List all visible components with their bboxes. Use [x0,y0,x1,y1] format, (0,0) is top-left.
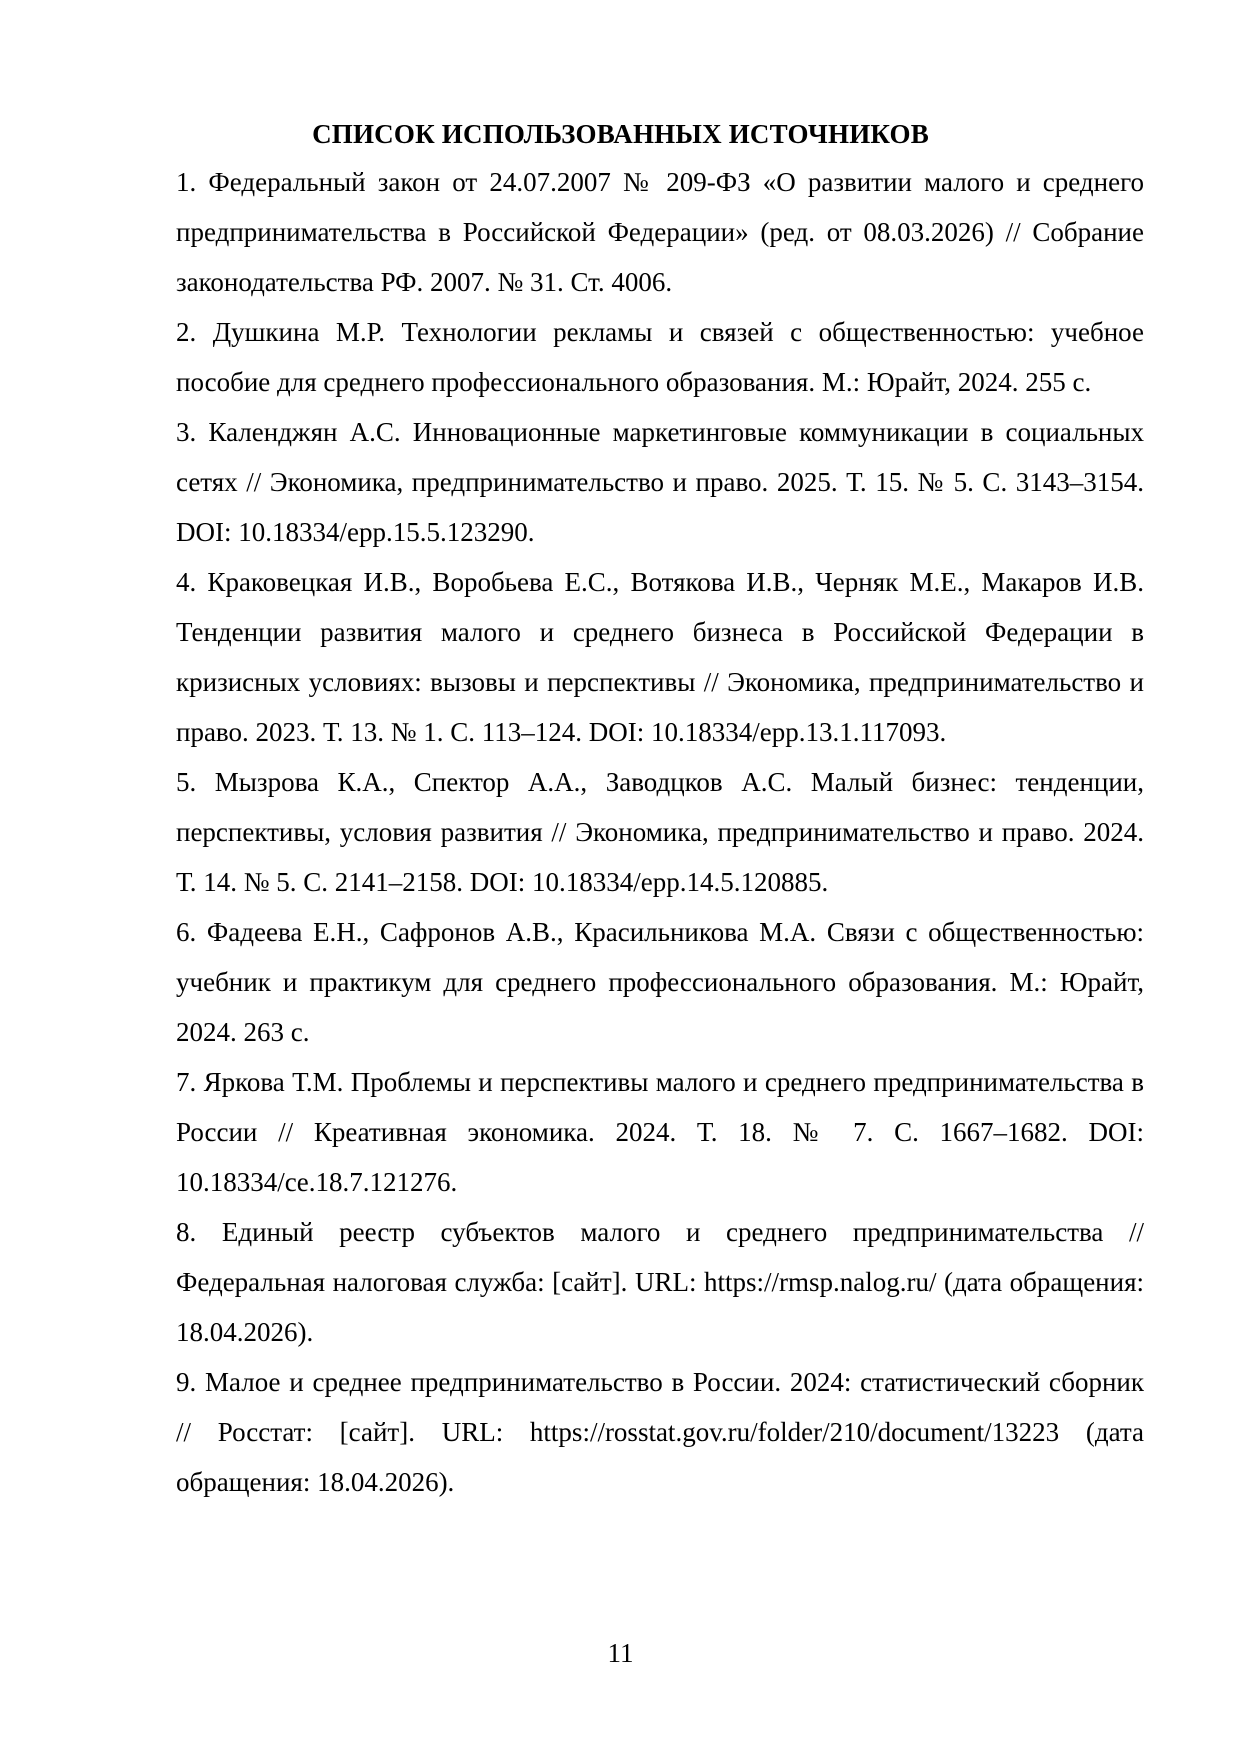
reference-item: 6. Фадеева Е.Н., Сафронов А.В., Красильникова М.А. Связи с общественностью: учебник и практикум для среднего профессионального образования. М.: Юрайт, 2024. 263 с. [176,917,1144,1047]
reference-list [176,157,1144,1507]
reference-item: 7. Яркова Т.М. Проблемы и перспективы малого и среднего предпринимательства в России // Креативная экономика. 2024. Т. 18. № 7. С. 1667–1682. DOI: 10.18334/ce.18.7.121276. [176,1067,1144,1197]
reference-item: 4. Краковецкая И.В., Воробьева Е.С., Вотякова И.В., Черняк М.Е., Макаров И.В. Тенденции развития малого и среднего бизнеса в Российской Федерации в кризисных условиях: вызовы и перспективы // Экономика, предпринимательство и право. 2023. Т. 13. № 1. С. 113–124. DOI: 10.18334/epp.13.1.117093. [176,567,1144,747]
reference-item: 2. Душкина М.Р. Технологии рекламы и связей с общественностью: учебное пособие для среднего профессионального образования. М.: Юрайт, 2024. 255 с. [176,317,1144,397]
page-number: 11 [607,1638,634,1668]
reference-item: 5. Мызрова К.А., Спектор А.А., Заводцков А.С. Малый бизнес: тенденции, перспективы, условия развития // Экономика, предпринимательство и право. 2024. Т. 14. № 5. С. 2141–2158. DOI: 10.18334/epp.14.5.120885. [176,767,1144,897]
reference-item: 1. Федеральный закон от 24.07.2007 № 209-ФЗ «О развитии малого и среднего предпринимательства в Российской Федерации» (ред. от 08.03.2026) // Собрание законодательства РФ. 2007. № 31. Ст. 4006. [176,167,1144,297]
reference-item: 3. Календжян А.С. Инновационные маркетинговые коммуникации в социальных сетях // Экономика, предпринимательство и право. 2025. Т. 15. № 5. С. 3143–3154. DOI: 10.18334/epp.15.5.123290. [176,417,1144,547]
reference-item: 9. Малое и среднее предпринимательство в России. 2024: статистический сборник // Росстат: [сайт]. URL: https://rosstat.gov.ru/folder/210/document/13223 (дата обращения: 18.04.2026). [176,1367,1144,1497]
reference-item: 8. Единый реестр субъектов малого и среднего предпринимательства // Федеральная налоговая служба: [сайт]. URL: https://rmsp.nalog.ru/ (дата обращения: 18.04.2026). [176,1217,1144,1347]
page-title: СПИСОК ИСПОЛЬЗОВАННЫХ ИСТОЧНИКОВ [312,119,929,149]
